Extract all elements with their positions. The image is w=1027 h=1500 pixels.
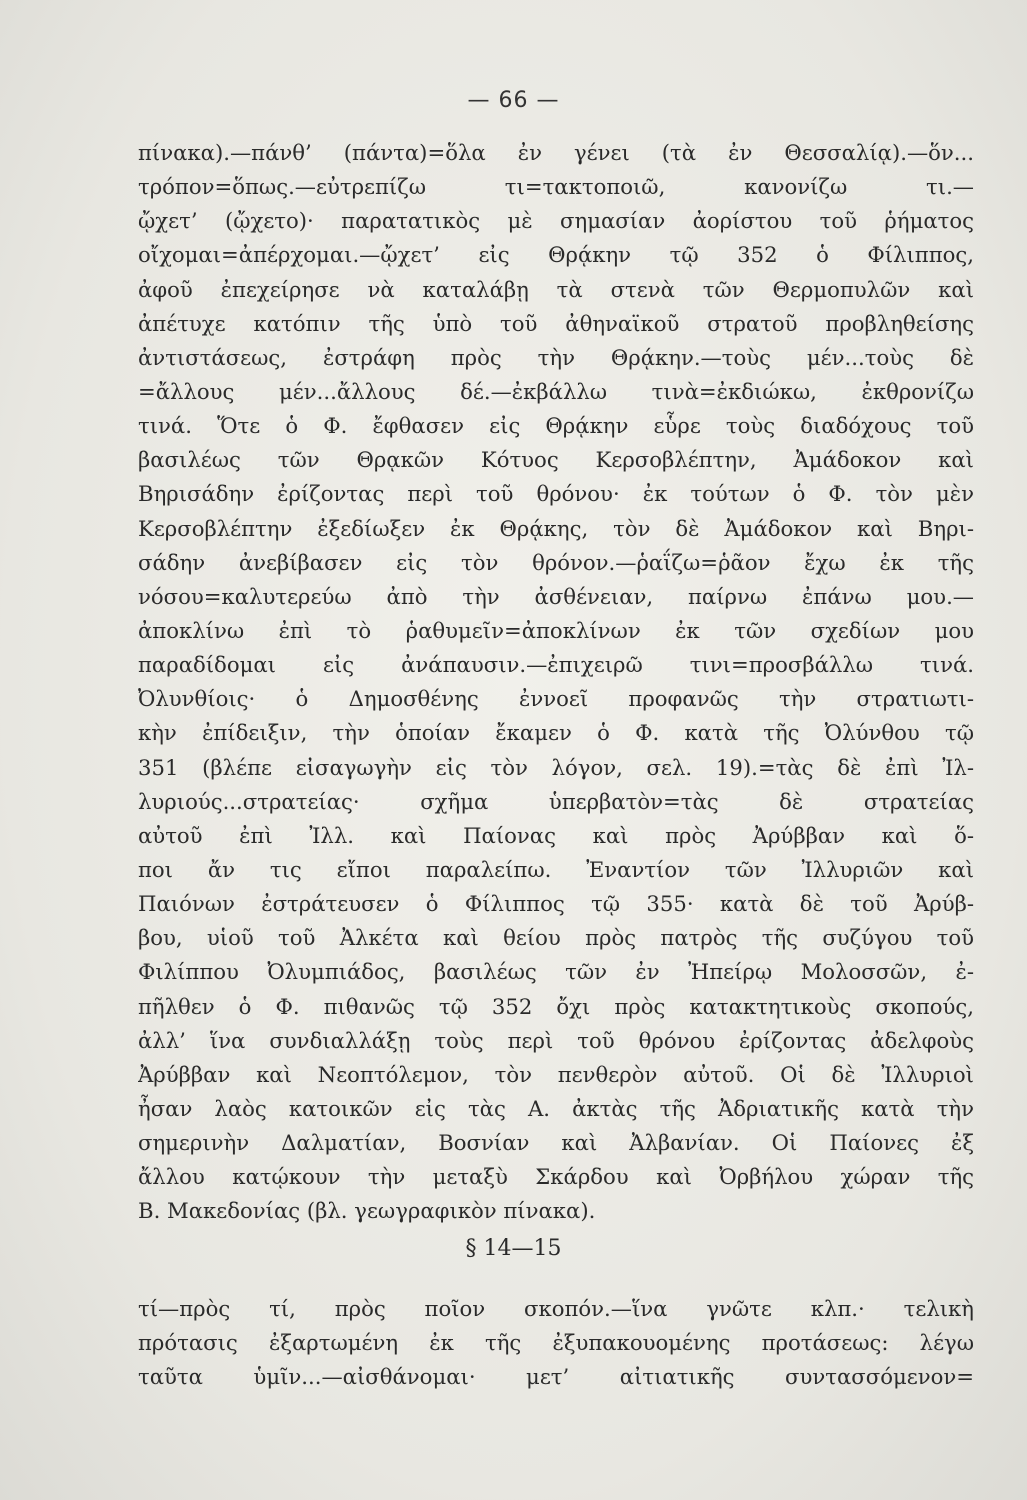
text-line: ἀφοῦ ἐπεχείρησε νὰ καταλάβῃ τὰ στενὰ τῶν Θερμοπυλῶν καὶ — [138, 276, 974, 302]
text-line: τινά. Ὅτε ὁ Φ. ἔφθασεν εἰς Θρᾴκην εὗρε τοὺς διαδόχους τοῦ — [138, 413, 974, 439]
text-line: ἄλλου κατῴκουν τὴν μεταξὺ Σκάρδου καὶ Ὀρβήλου χώραν τῆς — [138, 1164, 974, 1190]
text-line: σημερινὴν Δαλματίαν, Βοσνίαν καὶ Ἀλβανίαν. Οἱ Παίονες ἐξ — [138, 1130, 974, 1156]
text-line: οἴχομαι=ἀπέρχομαι.—ᾤχετ’ εἰς Θρᾴκην τῷ 352 ὁ Φίλιππος, — [138, 242, 974, 268]
text-line: λυριούς...στρατείας· σχῆμα ὑπερβατὸν=τὰς δὲ στρατείας — [138, 788, 974, 814]
text-line: πρότασις ἐξαρτωμένη ἐκ τῆς ἐξυπακουομένης προτάσεως: λέγω — [138, 1330, 974, 1356]
text-line: ᾤχετ’ (ᾤχετο)· παρατατικὸς μὲ σημασίαν ἀορίστου τοῦ ῥήματος — [138, 208, 974, 234]
section-heading: § 14—15 — [465, 1236, 562, 1261]
commentary-paragraph-2 — [138, 1292, 974, 1394]
text-line: Ὀλυνθίοις· ὁ Δημοσθένης ἐννοεῖ προφανῶς τὴν στρατιωτι- — [138, 686, 974, 712]
text-line: ἀλλ’ ἵνα συνδιαλλάξῃ τοὺς περὶ τοῦ θρόνου ἐρίζοντας ἀδελφοὺς — [138, 1027, 974, 1053]
text-line: Β. Μακεδονίας (βλ. γεωγραφικὸν πίνακα). — [138, 1198, 596, 1224]
text-line: ποι ἄν τις εἴποι παραλείπω. Ἐναντίον τῶν Ἰλλυριῶν καὶ — [138, 856, 974, 882]
text-line: σάδην ἀνεβίβασεν εἰς τὸν θρόνον.—ῥαΐζω=ῥᾶον ἔχω ἐκ τῆς — [138, 549, 974, 575]
text-line: Παιόνων ἐστράτευσεν ὁ Φίλιππος τῷ 355· κατὰ δὲ τοῦ Ἀρύβ- — [138, 891, 974, 917]
text-line: Φιλίππου Ὀλυμπιάδος, βασιλέως τῶν ἐν Ἠπείρῳ Μολοσσῶν, ἐ- — [138, 959, 974, 985]
text-line: Βηρισάδην ἐρίζοντας περὶ τοῦ θρόνου· ἐκ τούτων ὁ Φ. τὸν μὲν — [138, 481, 974, 507]
commentary-paragraph-1 — [138, 136, 974, 1229]
page-number: — 66 — — [467, 88, 560, 113]
text-line: βασιλέως τῶν Θρᾳκῶν Κότυος Κερσοβλέπτην, Ἀμάδοκον καὶ — [138, 447, 974, 473]
text-line: νόσου=καλυτερεύω ἀπὸ τὴν ἀσθένειαν, παίρνω ἐπάνω μου.— — [138, 583, 974, 609]
text-line: =ἄλλους μέν...ἄλλους δέ.—ἐκβάλλω τινὰ=ἐκδιώκω, ἐκθρονίζω — [138, 378, 974, 404]
text-line: πίνακα).—πάνθ’ (πάντα)=ὅλα ἐν γένει (τὰ ἐν Θεσσαλίᾳ).—ὅν... — [138, 140, 974, 165]
text-line: παραδίδομαι εἰς ἀνάπαυσιν.—ἐπιχειρῶ τινι=προσβάλλω τινά. — [138, 652, 974, 678]
text-line: τρόπον=ὅπως.—εὐτρεπίζω τι=τακτοποιῶ, κανονίζω τι.— — [138, 174, 974, 200]
text-line: Ἀρύββαν καὶ Νεοπτόλεμον, τὸν πενθερὸν αὐτοῦ. Οἱ δὲ Ἰλλυριοὶ — [138, 1061, 974, 1087]
text-line: Κερσοβλέπτην ἐξεδίωξεν ἐκ Θρᾴκης, τὸν δὲ Ἀμάδοκον καὶ Βηρι- — [138, 515, 974, 541]
text-line: τί—πρὸς τί, πρὸς ποῖον σκοπόν.—ἵνα γνῶτε κλπ.· τελικὴ — [138, 1296, 974, 1321]
text-line: βου, υἱοῦ τοῦ Ἀλκέτα καὶ θείου πρὸς πατρὸς τῆς συζύγου τοῦ — [138, 925, 974, 951]
text-line: ἦσαν λαὸς κατοικῶν εἰς τὰς Α. ἀκτὰς τῆς Ἀδριατικῆς κατὰ τὴν — [138, 1095, 974, 1121]
text-line: ταῦτα ὑμῖν...—αἰσθάνομαι· μετ’ αἰτιατικῆς συντασσόμενον= — [138, 1364, 974, 1390]
text-line: ἀποκλίνω ἐπὶ τὸ ῥαθυμεῖν=ἀποκλίνων ἐκ τῶν σχεδίων μου — [138, 617, 974, 643]
text-line: κὴν ἐπίδειξιν, τὴν ὁποίαν ἔκαμεν ὁ Φ. κατὰ τῆς Ὀλύνθου τῷ — [138, 720, 974, 746]
text-line: πῆλθεν ὁ Φ. πιθανῶς τῷ 352 ὄχι πρὸς κατακτητικοὺς σκοπούς, — [138, 993, 974, 1019]
text-line: 351 (βλέπε εἰσαγωγὴν εἰς τὸν λόγον, σελ. 19).=τὰς δὲ ἐπὶ Ἰλ- — [138, 754, 974, 780]
text-line: αὐτοῦ ἐπὶ Ἰλλ. καὶ Παίονας καὶ πρὸς Ἀρύββαν καὶ ὅ- — [138, 822, 974, 848]
text-line: ἀπέτυχε κατόπιν τῆς ὑπὸ τοῦ ἀθηναϊκοῦ στρατοῦ προβληθείσης — [138, 310, 974, 336]
text-line: ἀντιστάσεως, ἐστράφη πρὸς τὴν Θρᾴκην.—τοὺς μέν...τοὺς δὲ — [138, 344, 974, 370]
